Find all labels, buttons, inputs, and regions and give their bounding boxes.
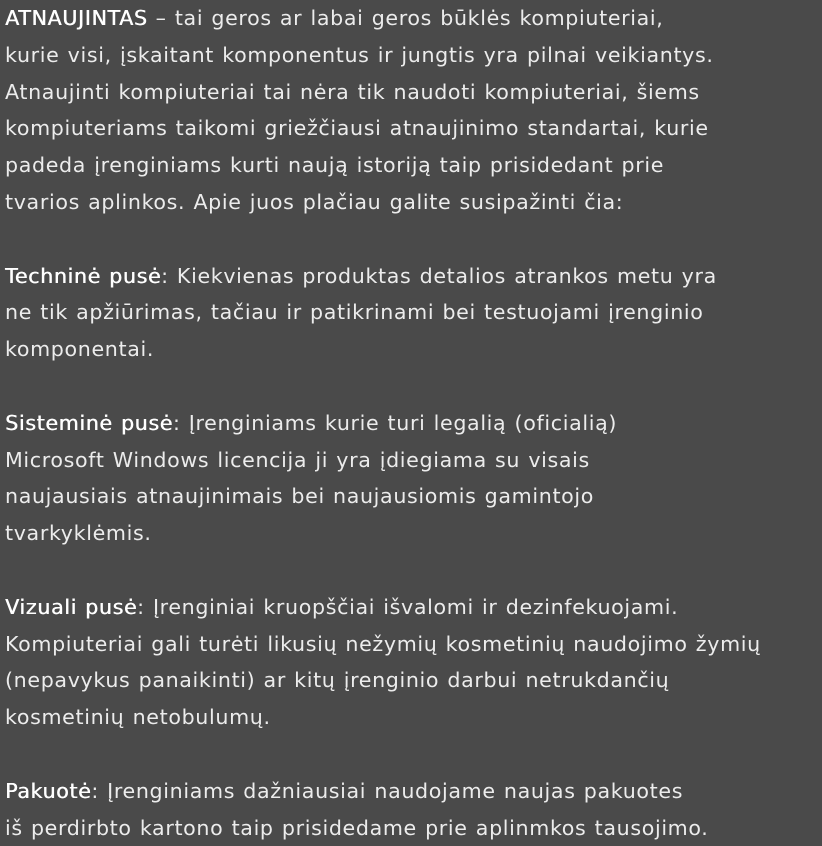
- visual-side-heading: Vizuali pusė: [5, 594, 138, 619]
- intro-text: – tai geros ar labai geros būklės kompiuteriai, kurie visi, įskaitant komponentus ir jungtis yra pilnai veikiantys. Atnaujinti kompiuteriai tai nėra tik naudoti kompiuteriai, šiems kompiuteriams taikomi griežčiausi atnaujinimo standartai, kurie padeda įrenginiams kurti naują istoriją taip prisidedant prie tvarios aplinkos. Apie juos plačiau galite susipažinti čia:: [5, 6, 714, 214]
- packaging-paragraph: [5, 773, 822, 846]
- visual-side-paragraph: [5, 589, 822, 736]
- technical-side-heading: Techninė pusė: [5, 263, 162, 288]
- system-side-text: : Įrenginiams kurie turi legalią (oficialią) Microsoft Windows licencija ji yra įdiegiama su visais naujausiais atnaujinimais bei naujausiomis gamintojo tvarkyklėmis.: [5, 410, 618, 546]
- intro-paragraph: [5, 0, 822, 221]
- refurbished-info-document: [5, 0, 822, 846]
- visual-side-text: : Įrenginiai kruopščiai išvalomi ir dezinfekuojami. Kompiuteriai gali turėti likusių nežymių kosmetinių naudojimo žymių (nepavykus panaikinti) ar kitų įrenginio darbui netrukdančių kosmetinių netobulumų.: [5, 594, 761, 730]
- technical-side-paragraph: [5, 258, 822, 368]
- intro-heading: ATNAUJINTAS: [5, 6, 148, 30]
- system-side-heading: Sisteminė pusė: [5, 410, 173, 435]
- technical-side-text: : Kiekvienas produktas detalios atrankos metu yra ne tik apžiūrimas, tačiau ir patikrinami bei testuojami įrenginio komponentai.: [5, 263, 717, 362]
- packaging-heading: Pakuotė: [5, 778, 92, 803]
- packaging-text: : Įrenginiams dažniausiai naudojame naujas pakuotes iš perdirbto kartono taip prisidedame prie aplinmkos tausojimo.: [5, 778, 709, 840]
- system-side-paragraph: [5, 405, 822, 552]
